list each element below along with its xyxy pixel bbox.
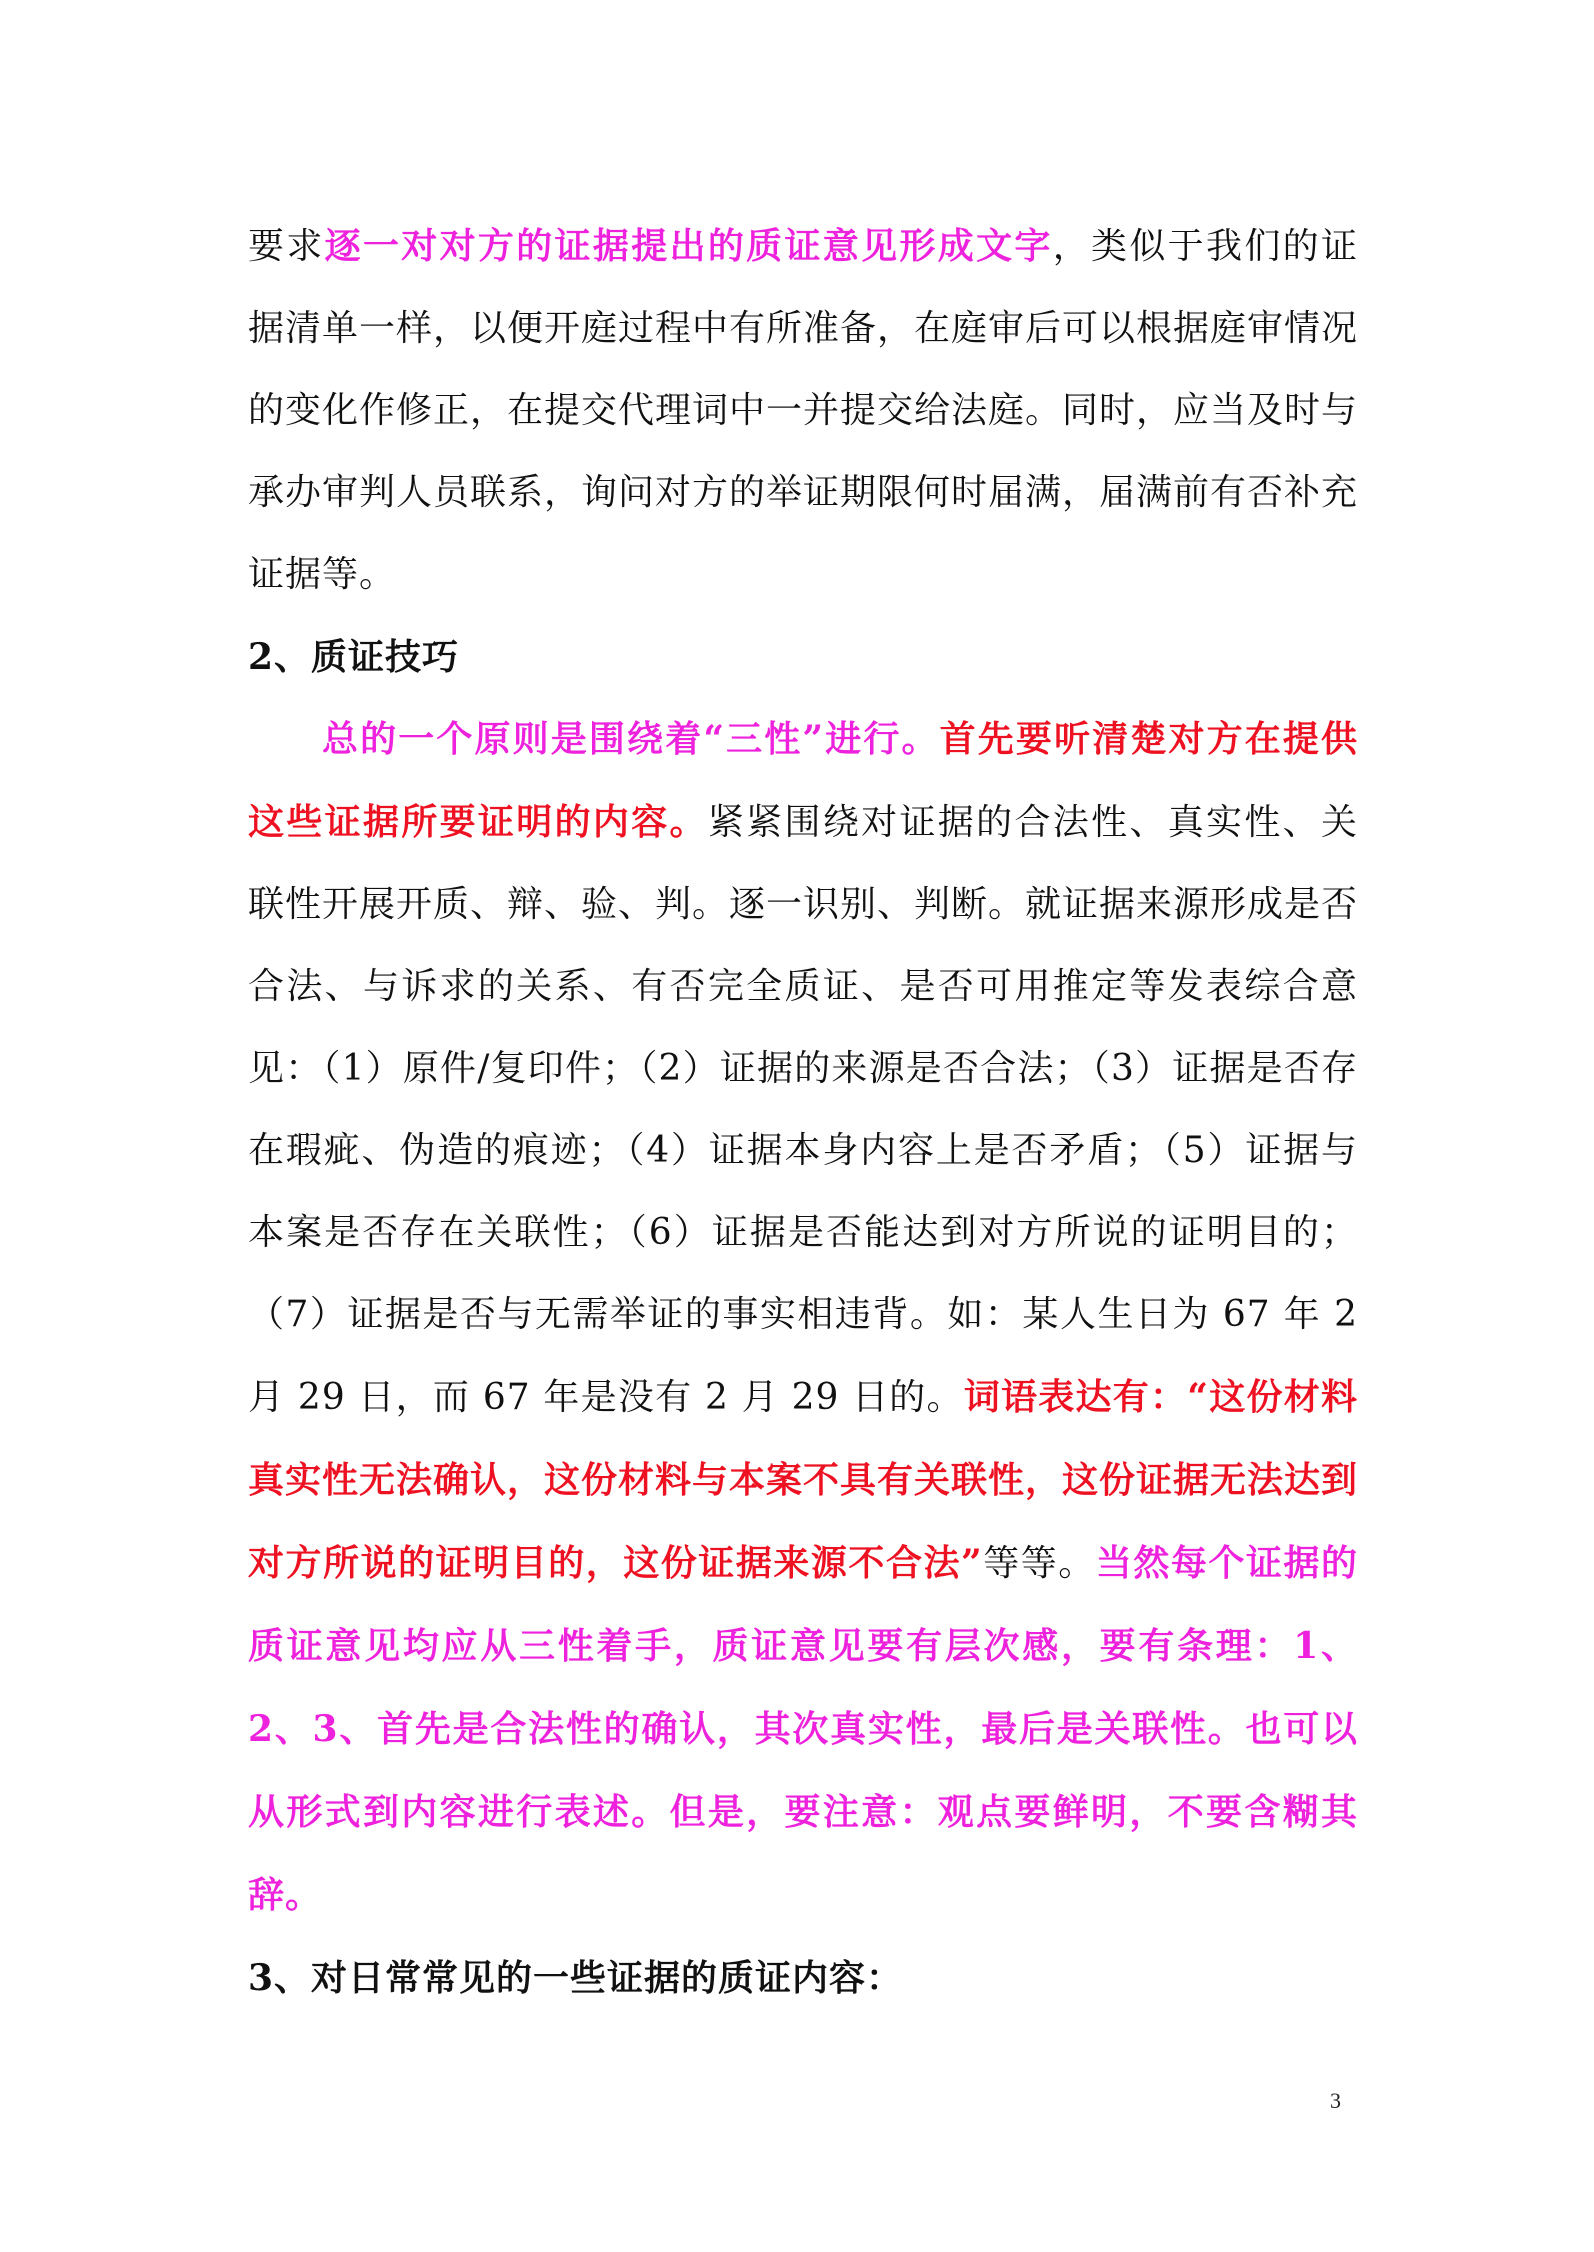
paragraph-evidence-preparation: [248, 205, 1358, 616]
section-heading-common-evidence: 3、对日常常见的一些证据的质证内容：: [248, 1957, 904, 1999]
page-number: 3: [1330, 2088, 1341, 2113]
text-segment: 等等。: [982, 1543, 1096, 1584]
document-body: [248, 205, 1358, 2019]
section-heading-cross-examination-skills: 2、质证技巧: [248, 636, 460, 678]
text-segment: ，类似于我们的证据清单一样，以便开庭过程中有所准备，在庭审后可以根据庭审情况的变化作修正，在提交代理词中一并提交给法庭。同时，应当及时与承办审判人员联系，询问对方的举证期限何时届满，届满前有否补充证据等。: [248, 226, 1359, 595]
highlight-magenta-text: 当然每个证据的质证意见均应从三性着手，质证意见要有层次感，要有条理：1、2、3、首先是合法性的确认，其次真实性，最后是关联性。也可以从形式到内容进行表述。但是，要注意：观点要鲜明，不要含糊其辞。: [248, 1542, 1358, 1916]
highlight-magenta-text: 总的一个原则是围绕着“三性”进行。: [322, 718, 940, 760]
text-segment: 要求: [248, 226, 325, 267]
highlight-magenta-text: 逐一对对方的证据提出的质证意见形成文字: [324, 225, 1053, 267]
highlight-red-text: 词语表达有：“这份材料真实性无法确认，这份材料与本案不具有关联性，这份证据无法达到对方所说的证明目的，这份证据来源不合法”: [248, 1376, 1359, 1584]
highlight-red-text: 首先要听清楚对方在提供这些证据所要证明的内容。: [248, 718, 1358, 843]
paragraph-cross-examination-principles: [248, 698, 1358, 1937]
text-segment: 紧紧围绕对证据的合法性、真实性、关联性开展开质、辩、验、判。逐一识别、判断。就证据来源形成是否合法、与诉求的关系、有否完全质证、是否可用推定等发表综合意见：（1）原件/复印件；（2）证据的来源是否合法；（3）证据是否存在瑕疵、伪造的痕迹；（4）证据本身内容上是否矛盾；（5）证据与本案是否存在关联性；（6）证据是否能达到对方所说的证明目的；（7）证据是否与无需举证的事实相违背。如：某人生日为 67 年 2 月 29 日，而 67 年是没有 2 月 29 日的。: [248, 802, 1359, 1418]
